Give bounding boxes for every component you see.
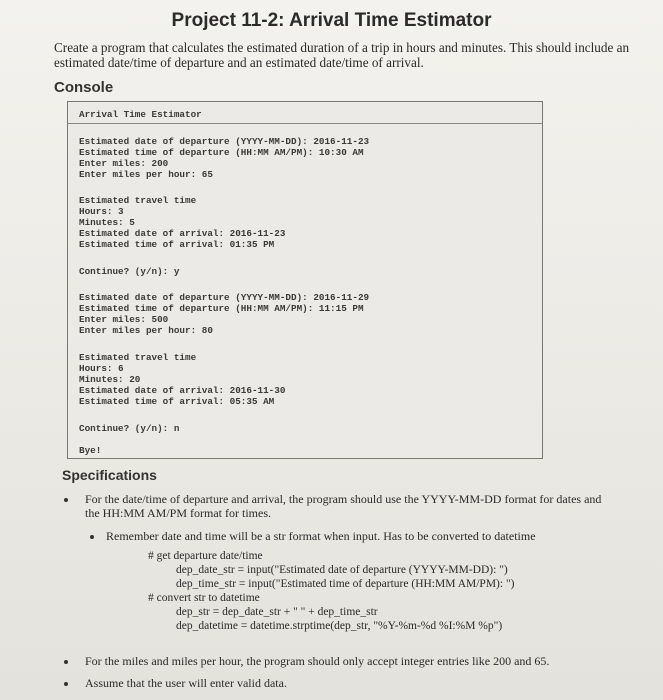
- console-line: Estimated date of arrival: 2016-11-23: [79, 228, 286, 239]
- console-line: Estimated time of arrival: 01:35 PM: [79, 239, 275, 250]
- console-line: Bye!: [79, 445, 102, 456]
- console-line: Continue? (y/n): y: [79, 266, 180, 277]
- console-line: Estimated travel time: [79, 195, 197, 206]
- console-line: Minutes: 20: [79, 374, 141, 385]
- console-line: Estimated time of departure (HH:MM AM/PM): 10:30 AM: [79, 147, 364, 158]
- bullet-dot-icon: [90, 535, 94, 539]
- console-line: Hours: 6: [79, 363, 124, 374]
- console-line: Enter miles per hour: 65: [79, 169, 213, 180]
- code-line: dep_time_str = input("Estimated time of departure (HH:MM AM/PM): "): [176, 578, 515, 590]
- console-line: Estimated date of departure (YYYY-MM-DD): 2016-11-29: [79, 292, 370, 303]
- spec-bullet-valid-data: Assume that the user will enter valid data.: [85, 676, 287, 690]
- spec-sub-bullet: Remember date and time will be a str format when input. Has to be converted to datetime: [106, 529, 536, 543]
- spec-bullet-format: For the date/time of departure and arrival, the program should use the YYYY-MM-DD format for dates and the HH:MM AM/PM format for times.: [85, 492, 602, 520]
- console-box: [67, 101, 543, 459]
- page-title: Project 11-2: Arrival Time Estimator: [171, 10, 492, 31]
- console-line: Estimated travel time: [79, 352, 197, 363]
- code-line: dep_str = dep_date_str + " " + dep_time_str: [176, 606, 378, 618]
- code-comment: # get departure date/time: [148, 550, 263, 562]
- console-line: Enter miles: 500: [79, 314, 169, 325]
- code-comment: # convert str to datetime: [148, 592, 260, 604]
- bullet-dot-icon: [64, 660, 68, 664]
- console-line: Estimated time of departure (HH:MM AM/PM): 11:15 PM: [79, 303, 364, 314]
- console-line: Estimated date of arrival: 2016-11-30: [79, 385, 286, 396]
- console-line: Estimated date of departure (YYYY-MM-DD): 2016-11-23: [79, 136, 370, 147]
- console-line: Continue? (y/n): n: [79, 423, 180, 434]
- code-line: dep_date_str = input("Estimated date of departure (YYYY-MM-DD): "): [176, 564, 508, 576]
- intro-paragraph: Create a program that calculates the estimated duration of a trip in hours and minutes. This should include an estimated date/time of departure and an estimated date/time of arrival.: [54, 40, 630, 70]
- console-divider: [68, 123, 542, 124]
- console-heading: Console: [54, 79, 114, 96]
- bullet-dot-icon: [64, 682, 68, 686]
- console-line: Hours: 3: [79, 206, 124, 217]
- console-header: Arrival Time Estimator: [79, 109, 202, 120]
- bullet-dot-icon: [64, 498, 68, 502]
- spec-bullet-integers: For the miles and miles per hour, the program should only accept integer entries like 200 and 65.: [85, 654, 550, 668]
- console-line: Enter miles: 200: [79, 158, 169, 169]
- console-line: Estimated time of arrival: 05:35 AM: [79, 396, 275, 407]
- specifications-heading: Specifications: [62, 467, 157, 483]
- console-line: Enter miles per hour: 80: [79, 325, 213, 336]
- code-line: dep_datetime = datetime.strptime(dep_str, "%Y-%m-%d %I:%M %p"): [176, 620, 503, 632]
- console-line: Minutes: 5: [79, 217, 135, 228]
